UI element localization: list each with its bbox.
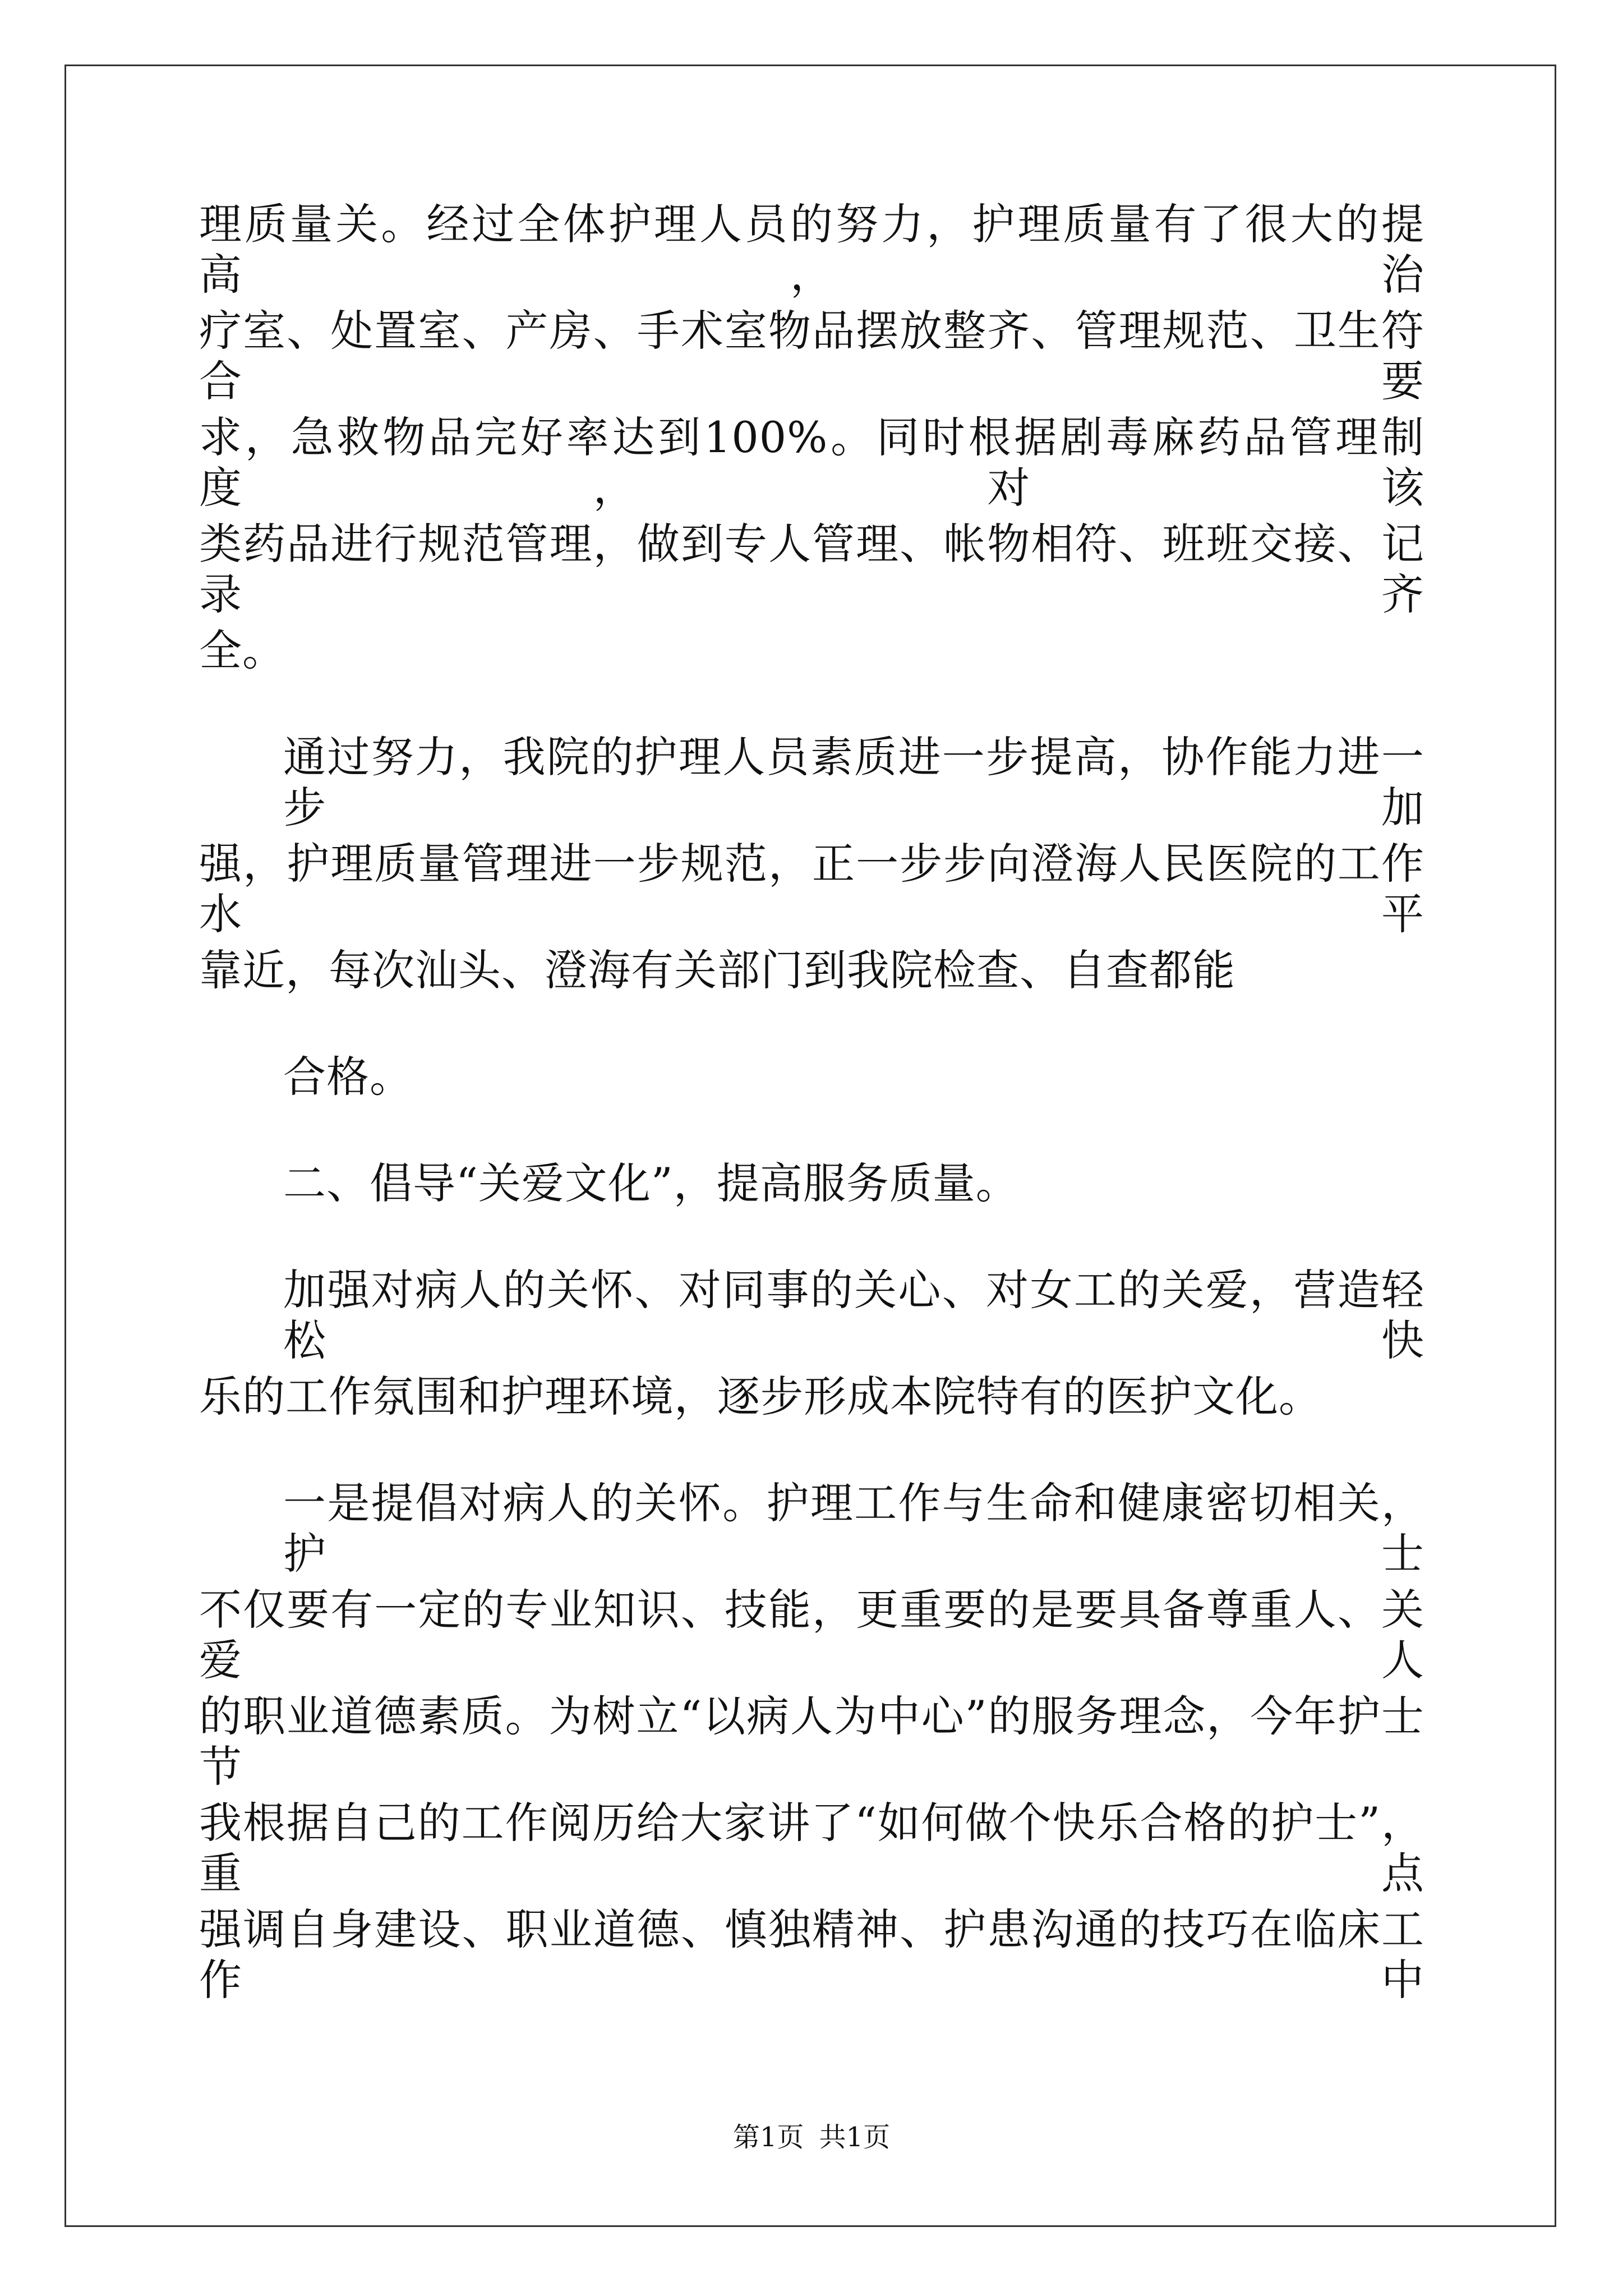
text-line: 靠近，每次汕头、澄海有关部门到我院检查、自查都能 <box>199 945 1235 995</box>
text-line: 加强对病人的关怀、对同事的关心、对女工的关爱，营造轻松快 <box>283 1265 1424 1365</box>
page-footer <box>0 2120 1623 2154</box>
text-line: 强调自身建设、职业道德、慎独精神、护患沟通的技巧在临床工作中 <box>199 1904 1424 2005</box>
text-line: 通过努力，我院的护理人员素质进一步提高，协作能力进一步加 <box>283 732 1424 832</box>
text-line: 理质量关。经过全体护理人员的努力，护理质量有了很大的提高，治 <box>199 199 1424 300</box>
text-line: 我根据自己的工作阅历给大家讲了“如何做个快乐合格的护士”，重点 <box>199 1798 1424 1898</box>
text-line: 一是提倡对病人的关怀。护理工作与生命和健康密切相关，护士 <box>283 1478 1424 1579</box>
text-line: 求，急救物品完好率达到100%。同时根据剧毒麻药品管理制度，对该 <box>199 412 1424 513</box>
text-line: 类药品进行规范管理，做到专人管理、帐物相符、班班交接、记录齐 <box>199 519 1424 619</box>
text-line: 全。 <box>199 625 285 675</box>
page-total: 共1页 <box>819 2122 891 2153</box>
text-line: 合格。 <box>283 1052 413 1102</box>
text-line: 乐的工作氛围和护理环境，逐步形成本院特有的医护文化。 <box>199 1372 1322 1421</box>
page-number: 第1页 <box>732 2122 804 2153</box>
text-line: 不仅要有一定的专业知识、技能，更重要的是要具备尊重人、关爱人 <box>199 1585 1424 1685</box>
text-line: 疗室、处置室、产房、手术室物品摆放整齐、管理规范、卫生符合要 <box>199 306 1424 406</box>
section-heading: 二、倡导“关爱文化”，提高服务质量。 <box>283 1158 1019 1208</box>
text-line: 强，护理质量管理进一步规范，正一步步向澄海人民医院的工作水平 <box>199 839 1424 939</box>
text-line: 的职业道德素质。为树立“以病人为中心”的服务理念，今年护士节 <box>199 1691 1424 1792</box>
